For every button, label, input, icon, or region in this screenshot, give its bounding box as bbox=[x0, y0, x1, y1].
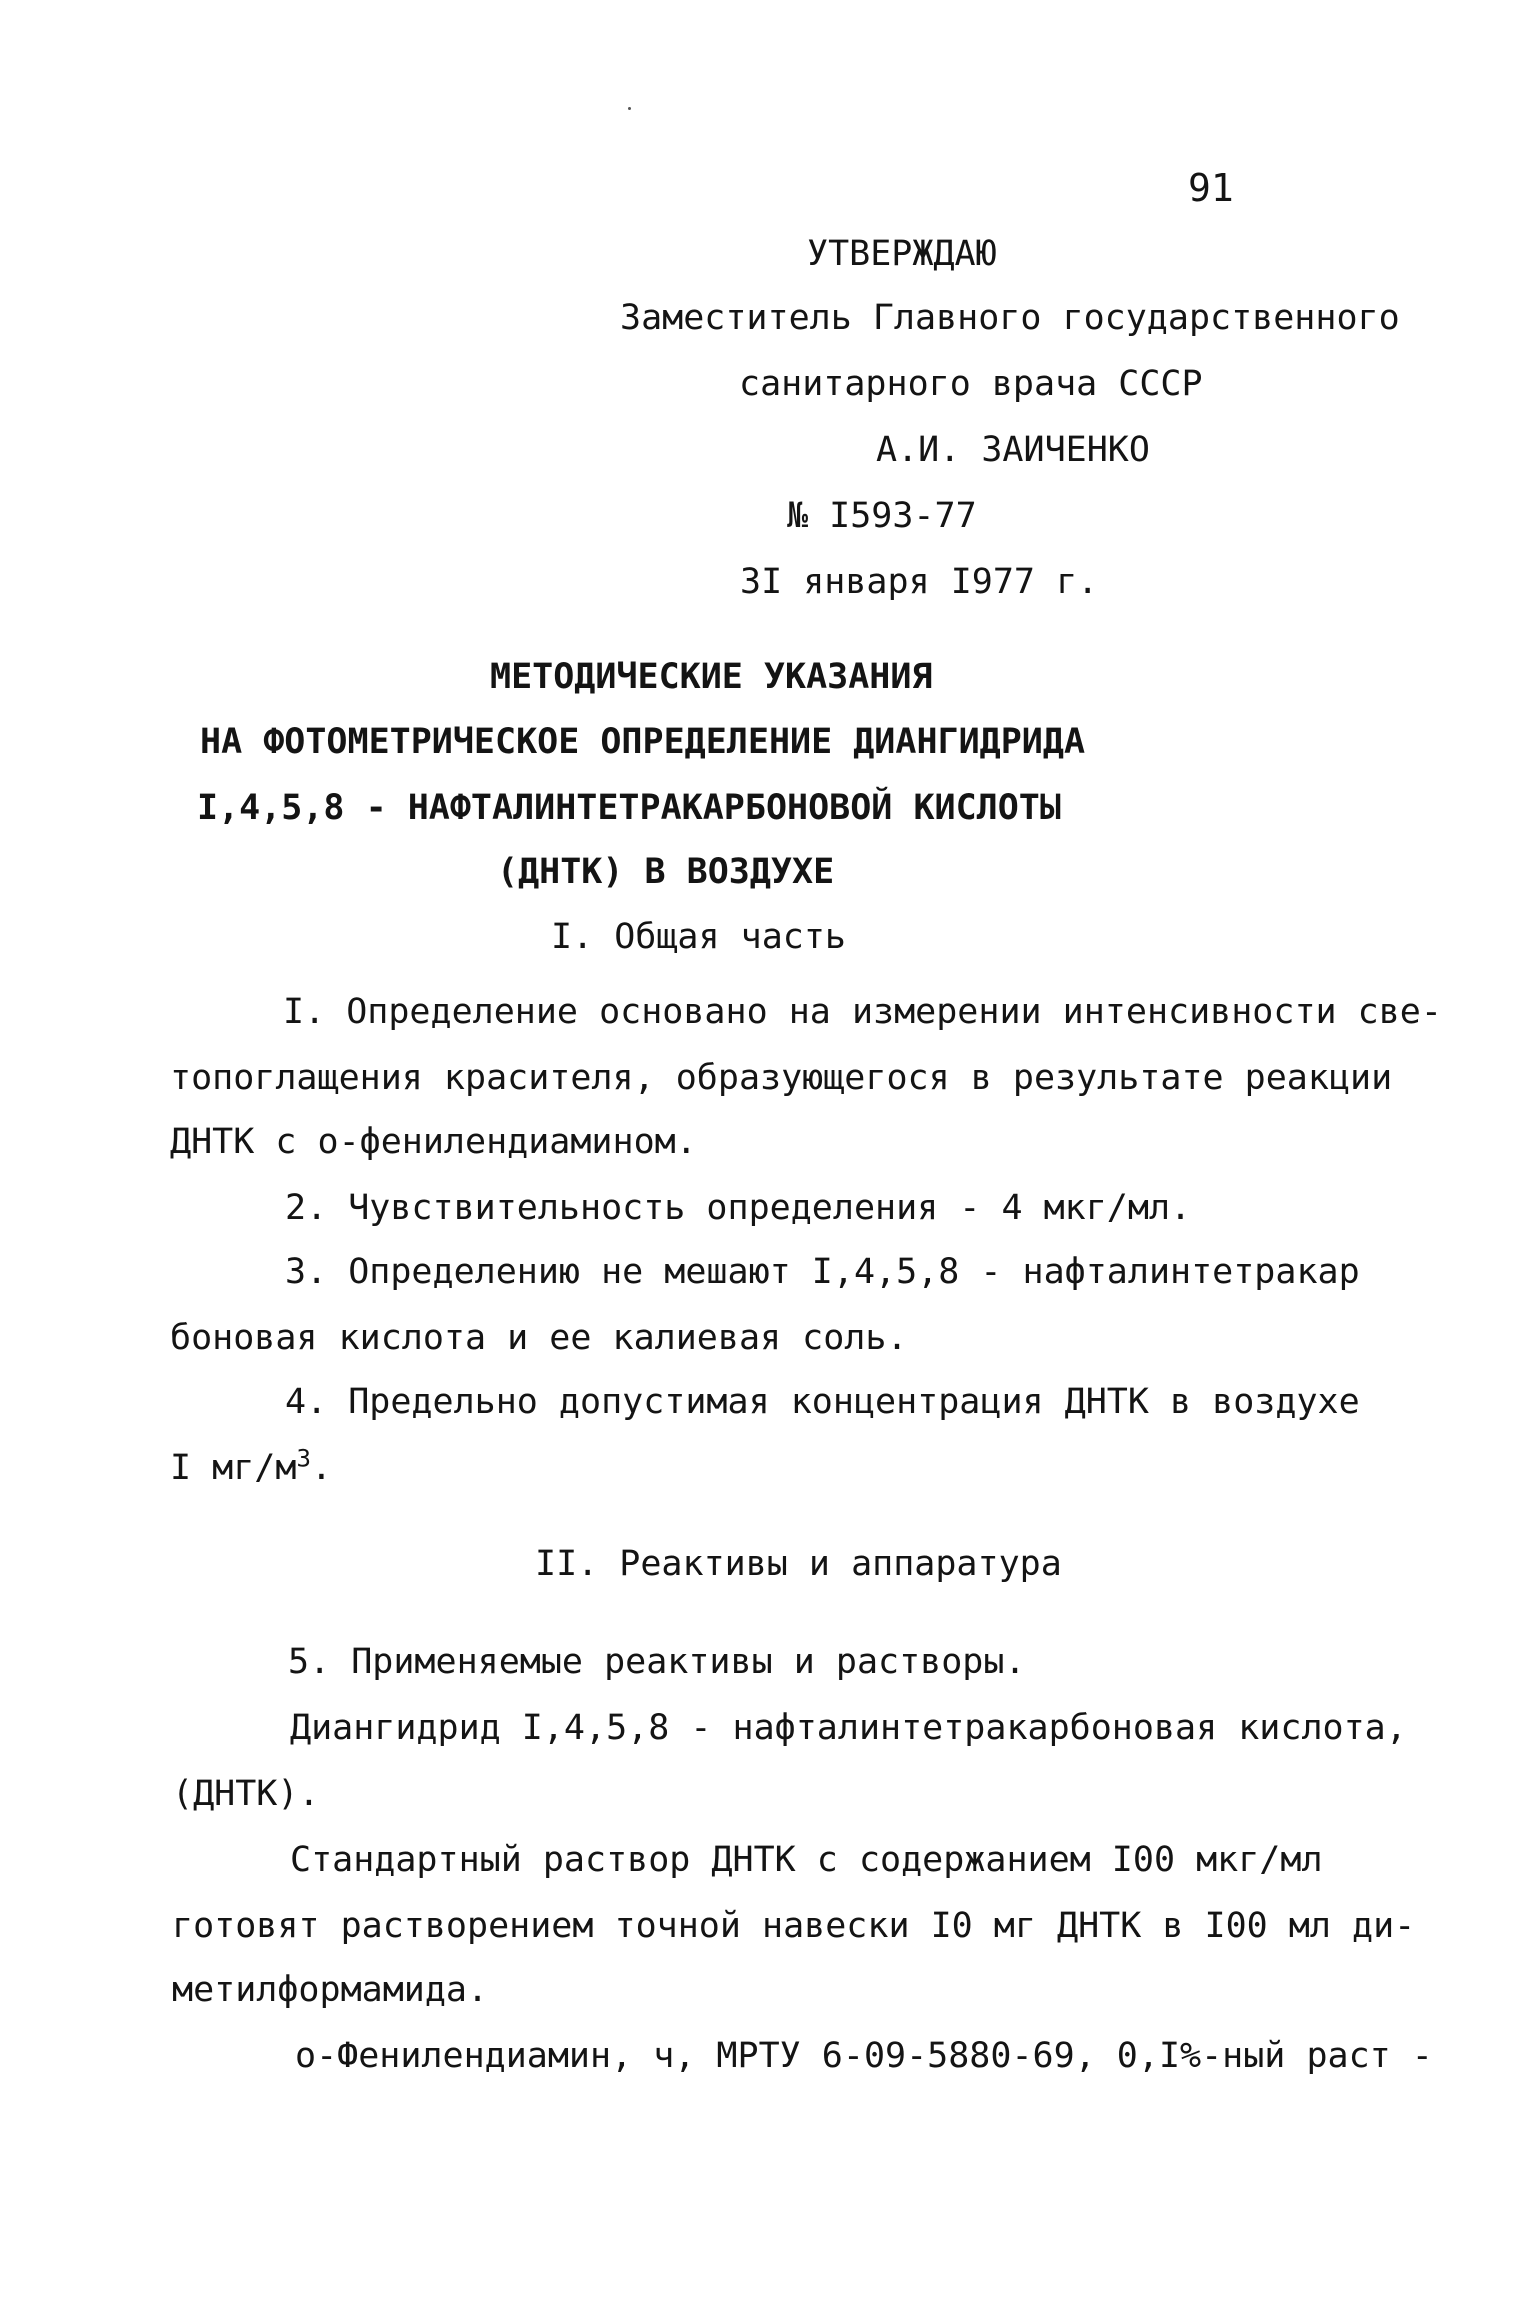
paragraph-4-line1: 4. Предельно допустимая концентрация ДНТК в воздухе bbox=[285, 1382, 1360, 1422]
concentration-exponent: 3 bbox=[296, 1444, 311, 1473]
approval-position-line2: санитарного врача СССР bbox=[739, 364, 1203, 404]
paragraph-7-line1: Стандартный раствор ДНТК с содержанием I00 мкг/мл bbox=[290, 1840, 1323, 1880]
scan-speck bbox=[628, 107, 631, 110]
document-title-line3: I,4,5,8 - НАФТАЛИНТЕТРАКАРБОНОВОЙ КИСЛОТЫ bbox=[197, 788, 1061, 828]
document-title-line4: (ДНТК) В ВОЗДУХЕ bbox=[497, 852, 835, 892]
document-title-line1: МЕТОДИЧЕСКИЕ УКАЗАНИЯ bbox=[490, 657, 933, 697]
document-title-line2: НА ФОТОМЕТРИЧЕСКОЕ ОПРЕДЕЛЕНИЕ ДИАНГИДРИДА bbox=[200, 722, 1086, 762]
approval-name: А.И. ЗАИЧЕНКО bbox=[876, 430, 1150, 470]
approval-title: УТВЕРЖДАЮ bbox=[807, 234, 997, 274]
concentration-value: I мг/м bbox=[170, 1448, 297, 1488]
paragraph-1-line2: топоглащения красителя, образующегося в результате реакции bbox=[170, 1058, 1393, 1098]
page-number: 91 bbox=[1188, 166, 1234, 210]
approval-number: № I593-77 bbox=[787, 496, 977, 536]
paragraph-7-line3: метилформамида. bbox=[172, 1970, 489, 2010]
paragraph-2: 2. Чувствительность определения - 4 мкг/мл. bbox=[285, 1188, 1192, 1228]
paragraph-1-line1: I. Определение основано на измерении интенсивности све- bbox=[283, 992, 1442, 1032]
paragraph-8-line1: о-Фенилендиамин, ч, МРТУ 6-09-5880-69, 0,I%-ный раст - bbox=[295, 2036, 1433, 2076]
paragraph-5: 5. Применяемые реактивы и растворы. bbox=[288, 1642, 1026, 1682]
approval-date: 3I января I977 г. bbox=[740, 562, 1099, 602]
section2-heading: II. Реактивы и аппаратура bbox=[535, 1544, 1062, 1584]
section1-heading: I. Общая часть bbox=[551, 917, 847, 957]
concentration-period: . bbox=[310, 1448, 332, 1488]
paragraph-6-line2: (ДНТК). bbox=[172, 1774, 320, 1814]
paragraph-3-line1: 3. Определению не мешают I,4,5,8 - нафталинтетракар bbox=[285, 1252, 1360, 1292]
paragraph-4-line2 bbox=[170, 1446, 332, 1490]
approval-position-line1: Заместитель Главного государственного bbox=[620, 298, 1400, 338]
paragraph-7-line2: готовят растворением точной навески I0 мг ДНТК в I00 мл ди- bbox=[172, 1906, 1416, 1946]
paragraph-6-line1: Диангидрид I,4,5,8 - нафталинтетракарбоновая кислота, bbox=[290, 1708, 1407, 1748]
paragraph-1-line3: ДНТК с о-фенилендиамином. bbox=[170, 1122, 697, 1162]
paragraph-3-line2: боновая кислота и ее калиевая соль. bbox=[170, 1318, 908, 1358]
